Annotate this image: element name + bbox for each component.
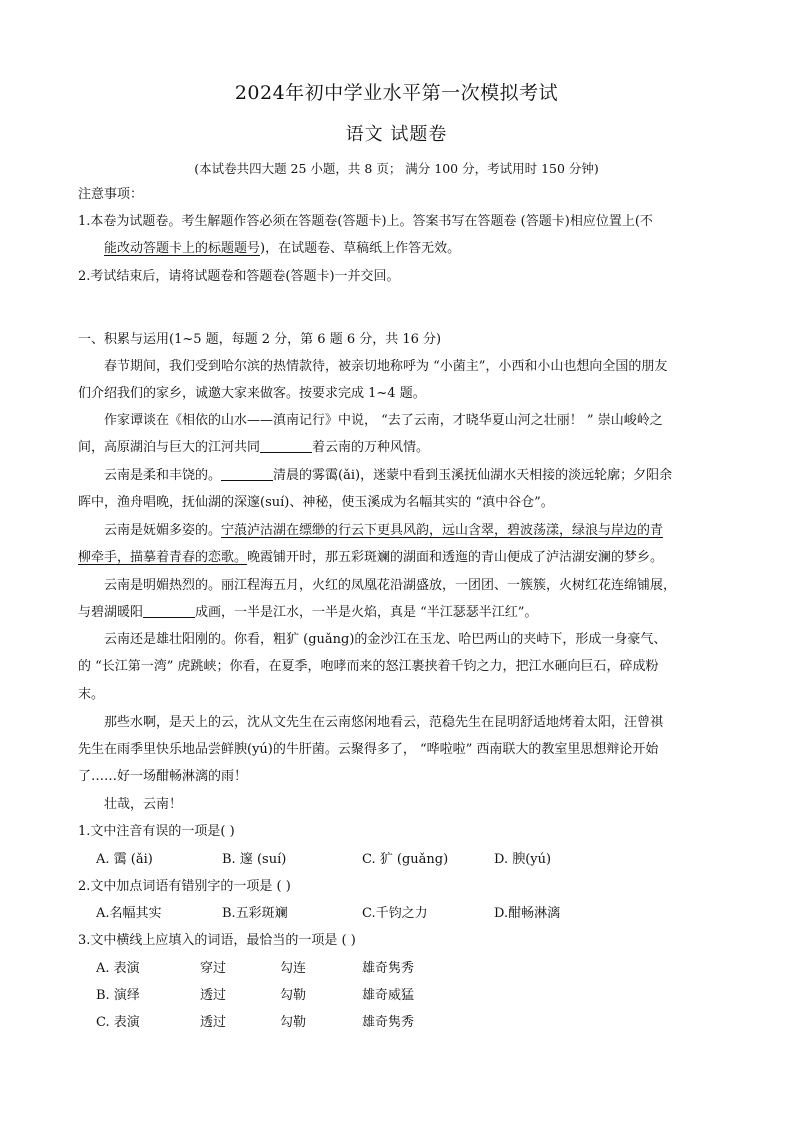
notice-item-2: 2.考试结束后，请将试题卷和答题卷(答题卡)一并交回。: [78, 269, 400, 284]
exam-info: (本试卷共四大题 25 小题，共 8 页； 满分 100 分，考试用时 150 分钟): [194, 161, 599, 176]
notice-item-1-cont: [104, 240, 733, 258]
question-3-option-a-word-3: 勾连: [280, 961, 307, 976]
question-1-option-d: D. 腴(yú): [494, 852, 552, 867]
question-2-option-c: C.千钧之力: [362, 906, 428, 921]
question-3-option-c-word-1: C. 表演: [96, 1015, 140, 1030]
question-1-option-a: A. 霭 (ǎi): [96, 852, 153, 867]
question-3-option-c-word-4: 雄奇隽秀: [362, 1015, 415, 1030]
notice-underlined-text: 能改动答题卡上的标题题号: [104, 241, 261, 256]
underlined-sentence: 宁蒗泸沽湖在缥缈的行云下更具风韵，远山含翠，碧波荡漾，绿浪与岸边的青: [221, 523, 664, 538]
question-1-option-c: C. 犷 (guǎng): [362, 852, 449, 867]
paragraph-5-line-1: 云南是明媚热烈的。丽江程海五月，火红的凤凰花沿湖盛放，一团团、一簇簇，火树红花连绵铺展，: [104, 578, 677, 593]
question-1-stem: 1.文中注音有误的一项是( ): [78, 824, 235, 839]
question-2-option-b: B.五彩斑斓: [222, 906, 288, 921]
paragraph-4-line-1: 云南是妩媚多姿的。宁蒗泸沽湖在缥缈的行云下更具风韵，远山含翠，碧波荡漾，绿浪与岸边的青: [104, 523, 664, 538]
paragraph-3-line-1: 云南是柔和丰饶的。 清晨的雾霭(ǎi)，迷蒙中看到玉溪抚仙湖水天相接的淡远轮廓；夕阳余: [104, 468, 673, 483]
paragraph-7-line-3: 了……好一场酣畅淋漓的雨！: [78, 769, 248, 784]
question-3-option-b-word-1: B. 演绎: [96, 988, 140, 1003]
paragraph-2-line-1: 作家谭谈在《相依的山水——滇南记行》中说， “去了云南，才晓华夏山河之壮丽！ ” 崇山峻岭之: [104, 413, 663, 428]
paragraph-3-line-2: 晖中，渔舟唱晚，抚仙湖的深邃(suí)、神秘，使玉溪成为名幅其实的 “滇中谷仓”。: [78, 495, 554, 510]
paragraph-6-line-2: 的 “长江第一湾” 虎跳峡；你看，在夏季，咆哮而来的怒江裹挟着千钧之力，把江水砸向巨石，碎成粉: [78, 659, 659, 674]
question-2-option-d: D.酣畅淋漓: [494, 906, 561, 921]
paragraph-7-line-1: 那些水啊，是天上的云，沈从文先生在云南悠闲地看云，范稳先生在昆明舒适地烤着太阳，汪曾祺: [104, 715, 664, 730]
question-3-option-b-word-3: 勾勒: [280, 988, 307, 1003]
question-2-stem: 2.文中加点词语有错别字的一项是 ( ): [78, 879, 291, 894]
question-3-option-c-word-2: 透过: [200, 1015, 227, 1030]
notice-item-1-rest: )，在试题卷、草稿纸上作答无效。: [260, 241, 461, 256]
question-3-option-c-word-3: 勾勒: [280, 1015, 307, 1030]
question-3-option-a-word-1: A. 表演: [96, 961, 140, 976]
question-1-option-b: B. 邃 (suí): [222, 852, 287, 867]
question-3-option-b-word-2: 透过: [200, 988, 227, 1003]
paragraph-6-line-1: 云南还是雄壮阳刚的。你看，粗犷 (guǎng)的金沙江在玉龙、哈巴两山的夹峙下，形成一身豪气、: [104, 632, 667, 647]
question-3-option-a-word-4: 雄奇隽秀: [362, 961, 415, 976]
paragraph-1-line-1: 春节期间，我们受到哈尔滨的热情款待，被亲切地称呼为 “小菌主”，小西和小山也想向全国的朋友: [104, 359, 668, 374]
paragraph-2-line-2: 间，高原湖泊与巨大的江河共同 着云南的万种风情。: [78, 440, 430, 455]
notice-heading: 注意事项：: [78, 187, 144, 202]
paragraph-7-line-2: 先生在雨季里快乐地品尝鲜腴(yú)的牛肝菌。云聚得多了， “哗啦啦” 西南联大的教室里思想辩论开始: [78, 742, 659, 757]
exam-title: 2024年初中学业水平第一次模拟考试: [234, 82, 559, 104]
question-3-stem: 3.文中横线上应填入的词语，最恰当的一项是 ( ): [78, 933, 356, 948]
paragraph-6-line-3: 末。: [78, 687, 105, 702]
paragraph-8: 壮哉，云南！: [104, 797, 183, 812]
question-3-option-a-word-2: 穿过: [200, 961, 227, 976]
section-heading: 一、积累与运用(1~5 题，每题 2 分，第 6 题 6 分，共 16 分): [78, 332, 442, 347]
fill-blank-3: [143, 604, 195, 618]
paragraph-1-line-2: 们介绍我们的家乡，诚邀大家来做客。按要求完成 1~4 题。: [78, 386, 426, 401]
exam-subtitle: 语文 试题卷: [345, 124, 448, 145]
fill-blank-1: [260, 439, 312, 453]
paragraph-4-line-2: 柳牵手，描摹着青春的恋歌。晚霞铺开时，那五彩斑斓的湖面和透迤的青山便成了泸沽湖安澜的梦乡。: [78, 550, 664, 565]
fill-blank-2: [221, 467, 273, 481]
question-2-option-a: A.名幅其实: [96, 906, 162, 921]
paragraph-5-line-2: 与碧湖暖阳 成画，一半是江水，一半是火焰，真是 “半江瑟瑟半江红”。: [78, 605, 538, 620]
question-3-option-b-word-4: 雄奇威猛: [362, 988, 415, 1003]
notice-item-1: 1.本卷为试题卷。考生解题作答必须在答题卷(答题卡)上。答案书写在答题卷 (答题卡)相应位置上(不: [78, 214, 653, 229]
